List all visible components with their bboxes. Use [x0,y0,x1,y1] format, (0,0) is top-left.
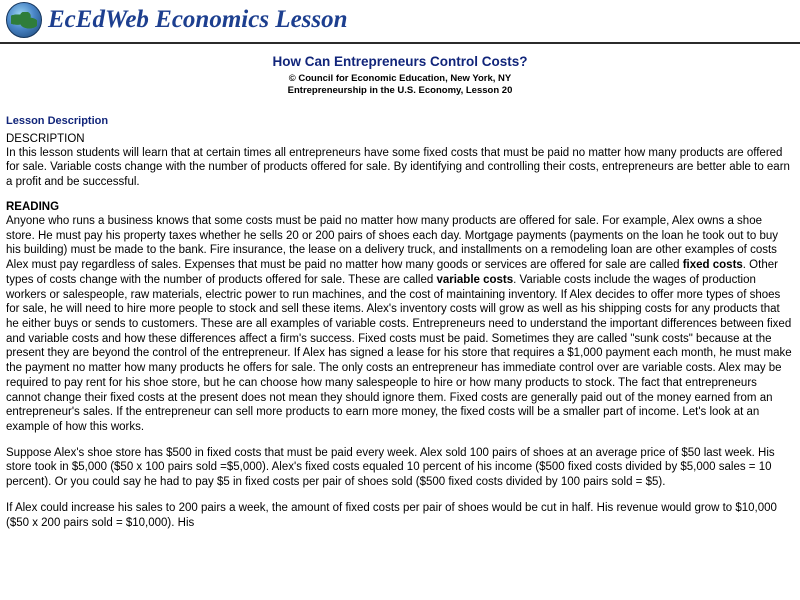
reading-label: READING [6,200,60,213]
reading-paragraph-1 [6,214,792,435]
term-variable-costs: variable costs [436,273,514,286]
title-block [0,44,800,97]
globe-icon [6,2,42,38]
lesson-description-heading: Lesson Description [6,114,109,127]
reading-text-b: . Other types of costs change with the number of products offered for sale. These are called [6,259,778,286]
page-title: How Can Entrepreneurs Control Costs? [272,54,528,69]
reading-text-c: . Variable costs include the wages of production workers or salespeople, raw materials, electric power to run machines, and the cost of maintaining inventory. If Alex decides to offer more types of shoes for sale, he will need to hire more people to stock and sell these items. Alex's inventory costs will grow as well as his shipping costs for any products that he either buys or sends to customers. These are all examples of variable costs. Entrepreneurs need to understand the important differences between fixed and variable costs and how these differences affect a firm's success. Fixed costs must be paid. Sometimes they are called "sunk costs" because at the present they are beyond the control of the entrepreneur. If Alex has signed a lease for his store that requires a $1,000 payment each month, he must make the payment no matter how many products he offers for sale. The only costs an entrepreneur has immediate control over are variable costs. Alex may be required to pay rent for his shoe store, but he can choose how many salespeople to hire or how many products to stock. The fact that entrepreneurs cannot change their fixed costs at the present does not mean they should ignore them. Fixed costs are generally paid out of the money earned from an entrepreneur's sales. If the entrepreneur can sell more products to earn more money, the fixed costs will be a smaller part of income. Let's look at an example of how this works. [6,273,792,433]
description-paragraph: In this lesson students will learn that at certain times all entrepreneurs have some fixed costs that must be paid no matter how many products are offered for sale. Variable costs change with the number of products offered for sale. By identifying and controlling their costs, entrepreneurs are better able to earn a profit and be successful. [6,146,790,189]
reading-paragraph-2: Suppose Alex's shoe store has $500 in fixed costs that must be paid every week. Alex sold 100 pairs of shoes at an average price of $50 last week. His store took in $5,000 ($50 x 100 pairs sold =$5,000). Alex's fixed costs equaled 10 percent of his income ($500 fixed costs divided by $5,000 sales = 10 percent). Or you could say he had to pay $5 in fixed costs per pair of shoes sold ($500 fixed costs divided by 100 pairs sold = $5). [6,446,775,489]
credit-line-2: Entrepreneurship in the U.S. Economy, Lesson 20 [287,84,513,96]
credit-line-1: © Council for Economic Education, New York, NY [288,73,512,84]
reading-paragraph-3: If Alex could increase his sales to 200 pairs a week, the amount of fixed costs per pair of shoes would be cut in half. His revenue would grow to $10,000 ($50 x 200 pairs sold = $10,000). His [6,501,777,529]
term-fixed-costs: fixed costs [682,259,743,272]
description-label: DESCRIPTION [6,132,85,145]
document-content [0,115,800,531]
reading-text-a: Anyone who runs a business knows that some costs must be paid no matter how many products are offered for sale. For example, Alex owns a shoe store. He must pay his property taxes whether he sells 20 or 200 pairs of shoes each day. Mortgage payments (payments on the loan he took out to buy his building) must be made to the bank. Fire insurance, the lease on a delivery truck, and installments on a remodeling loan are other examples of costs Alex must pay regardless of sales. Expenses that must be paid no matter how many goods or services are offered for sale are called [6,214,778,272]
masthead [0,0,800,42]
site-title: EcEdWeb Economics Lesson [48,6,348,33]
